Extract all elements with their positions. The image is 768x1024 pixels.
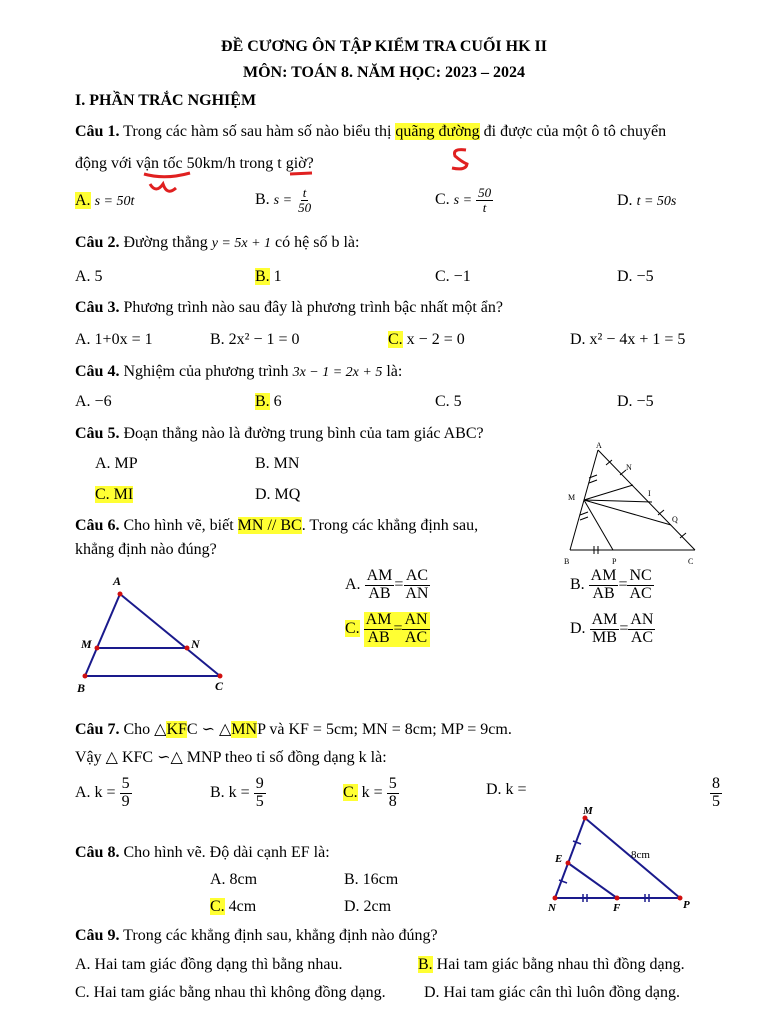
q7-line2: Vậy △ KFC ∽△ MNP theo tỉ số đồng dạng k là:: [75, 749, 387, 766]
q2-b-label: B.: [255, 268, 270, 285]
q6-d-den1: MB: [592, 628, 617, 646]
q5-option-c[interactable]: [95, 486, 133, 504]
q6-option-c[interactable]: C. $\frac{AM}{AB}$ = $\frac{AN}{AC}$: [345, 611, 428, 646]
q2-number: Câu 2.: [75, 234, 120, 251]
q1-b-num: t: [302, 185, 307, 200]
q1-a-label: A.: [75, 192, 91, 209]
fig6-label-n: N: [191, 637, 200, 651]
q3-c-value: x − 2 = 0: [402, 331, 465, 348]
q9-option-a[interactable]: A. Hai tam giác đồng dạng thì bằng nhau.: [75, 956, 343, 973]
fig6-label-c: C: [215, 679, 224, 693]
q9-option-d[interactable]: D. Hai tam giác cân thì luôn đồng dạng.: [424, 984, 680, 1001]
fig8-label-m: M: [583, 805, 593, 817]
q6-text-2: . Trong các khẳng định sau,: [301, 517, 479, 534]
q7-d-den: 5: [712, 792, 720, 810]
q4-option-d[interactable]: D. −5: [617, 393, 654, 410]
fig8-label-f: F: [613, 902, 621, 914]
section-heading: I. PHẦN TRẮC NGHIỆM: [75, 92, 257, 109]
q6-c-den2: AC: [404, 628, 428, 646]
q7-option-d[interactable]: D. k =: [486, 781, 527, 798]
v-annotation-icon: [150, 184, 176, 191]
q7-d-num: 8: [712, 775, 720, 792]
q7-c-label: C.: [343, 783, 358, 801]
fig6-label-m: M: [81, 637, 92, 651]
q1-annotations: [0, 0, 768, 260]
q6-c-label: C.: [345, 619, 360, 637]
q5-option-b[interactable]: B. MN: [255, 455, 300, 472]
q6-c-num1: AM: [365, 611, 392, 628]
q3-text: Phương trình nào sau đây là phương trình bậc nhất một ẩn?: [119, 299, 503, 316]
q5-figure: [560, 440, 710, 570]
q7-number: Câu 7.: [75, 721, 120, 738]
q5-option-d[interactable]: D. MQ: [255, 486, 301, 503]
s-annotation-icon: [452, 150, 467, 169]
q1-c-label: C.: [435, 190, 450, 208]
q8-c-label: C.: [210, 898, 225, 915]
q7-option-d-value: [710, 776, 722, 811]
q6-highlight: MN // BC: [237, 517, 302, 534]
q7-b-label: B. k =: [210, 783, 250, 801]
q6-c-num2: AN: [404, 611, 428, 628]
q6-d-label: D.: [570, 619, 586, 637]
fig6-label-b: B: [77, 681, 86, 695]
q1-time-var: t: [277, 155, 282, 172]
q6-a-num2: AC: [405, 567, 429, 584]
q9-text: Trong các khẳng định sau, khẳng định nào đúng?: [119, 927, 438, 944]
doc-title: ĐỀ CƯƠNG ÔN TẬP KIỂM TRA CUỐI HK II: [221, 38, 547, 55]
q3-option-c[interactable]: [388, 331, 465, 349]
q6-a-den1: AB: [368, 584, 391, 602]
q2-b-value: 1: [269, 268, 282, 285]
q7-highlight-1: KF: [166, 721, 187, 738]
q7-highlight-2: MN: [231, 721, 258, 738]
q4-b-label: B.: [255, 393, 270, 410]
q5-line: [75, 425, 484, 443]
q4-option-c[interactable]: C. 5: [435, 393, 462, 410]
fig6-label-a: A: [113, 574, 122, 588]
q4-text: Nghiệm của phương trình: [119, 363, 293, 380]
q6-option-a[interactable]: A. $\frac{AM}{AB}$ = $\frac{AC}{AN}$: [345, 567, 429, 602]
q4-line: [75, 363, 402, 381]
q7-c-num: 5: [388, 775, 397, 792]
q6-a-den2: AN: [405, 584, 429, 602]
q7-a-num: 5: [121, 775, 130, 792]
q6-a-num1: AM: [366, 567, 393, 584]
q4-expr: 3x − 1 = 2x + 5: [292, 365, 383, 380]
q8-figure: [545, 805, 705, 918]
q9-line: [75, 927, 438, 945]
q2-line: [75, 234, 359, 252]
fig5-label-m: M: [568, 493, 576, 502]
q8-c-value: 4cm: [224, 898, 257, 915]
q1-d-value: t = 50s: [636, 194, 677, 209]
q8-text: Cho hình vẽ. Độ dài cạnh EF là:: [119, 844, 330, 861]
q4-number: Câu 4.: [75, 363, 120, 380]
fig8-label-e: E: [555, 853, 563, 865]
q2-option-c[interactable]: C. −1: [435, 268, 471, 285]
q6-b-den1: AB: [592, 584, 615, 602]
q6-number: Câu 6.: [75, 517, 120, 534]
q7-b-num: 9: [255, 775, 264, 792]
q7-option-a[interactable]: [75, 776, 132, 811]
q6-figure: [75, 572, 235, 697]
q8-option-c[interactable]: [210, 898, 256, 916]
q1-option-a[interactable]: [75, 192, 134, 210]
q7-c-den: 8: [388, 792, 397, 810]
q5-text: Đoạn thẳng nào là đường trung bình của tam giác ABC?: [119, 425, 484, 442]
fig5-label-q: Q: [672, 515, 678, 524]
q1-text: Trong các hàm số sau hàm số nào biểu thị: [119, 123, 396, 140]
q7-text-2: C ∽ △: [186, 721, 232, 738]
q7-line1: [75, 719, 512, 739]
q1-highlight: quãng đường: [395, 123, 480, 140]
q3-c-label: C.: [388, 331, 403, 348]
q8-option-a[interactable]: A. 8cm: [210, 871, 258, 888]
q7-option-b[interactable]: [210, 776, 266, 811]
q3-option-d[interactable]: D. x² − 4x + 1 = 5: [570, 331, 686, 348]
q1-c-den: t: [482, 199, 487, 215]
q7-option-c[interactable]: [343, 776, 399, 811]
q4-text-2: là:: [382, 363, 403, 380]
q3-option-a[interactable]: A. 1+0x = 1: [75, 331, 153, 348]
q1-line2-c: 50km/h trong: [182, 155, 278, 172]
doc-subtitle: MÔN: TOÁN 8. NĂM HỌC: 2023 – 2024: [242, 64, 526, 81]
q9-b-label: B.: [418, 956, 433, 973]
q9-option-c[interactable]: C. Hai tam giác bằng nhau thì không đồng dạng.: [75, 984, 386, 1001]
q6-c-den1: AB: [367, 628, 390, 646]
fig5-label-i: I: [648, 489, 651, 498]
q1-velocity-word: vận tốc: [135, 155, 183, 172]
q7-text-1: Cho △: [119, 721, 167, 738]
q1-option-b[interactable]: [255, 186, 313, 214]
q1-text-2: đi được của một ô tô chuyển: [479, 123, 667, 140]
q2-option-d[interactable]: D. −5: [617, 268, 654, 285]
q7-text-3: P và KF = 5cm; MN = 8cm; MP = 9cm.: [257, 721, 512, 738]
q8-option-b[interactable]: B. 16cm: [344, 871, 399, 888]
q6-d-num2: AN: [630, 611, 654, 628]
q1-number: Câu 1.: [75, 123, 120, 140]
fig8-label-p: P: [683, 899, 690, 911]
fig5-label-c: C: [688, 557, 694, 566]
fig5-label-a: A: [596, 441, 602, 450]
fig8-length-label: 8cm: [631, 849, 650, 861]
q1-line2-e: giờ?: [281, 155, 314, 172]
q9-b-value: Hai tam giác bằng nhau thì đồng dạng.: [432, 956, 685, 973]
q6-option-b[interactable]: B. $\frac{AM}{AB}$ = $\frac{NC}{AC}$: [570, 567, 652, 602]
q6-a-label: A.: [345, 575, 361, 593]
q6-line2: khẳng định nào đúng?: [75, 541, 217, 558]
q8-option-d[interactable]: D. 2cm: [344, 898, 392, 915]
q8-number: Câu 8.: [75, 844, 120, 861]
q8-line: [75, 844, 330, 862]
fig5-label-b: B: [564, 557, 570, 566]
q1-c-pre: s =: [453, 192, 473, 208]
q6-d-num1: AM: [591, 611, 618, 628]
q3-number: Câu 3.: [75, 299, 120, 316]
fig5-label-n: N: [626, 463, 632, 472]
q1-a-value: s = 50t: [94, 194, 135, 209]
q6-b-label: B.: [570, 575, 585, 593]
q1-d-label: D.: [617, 192, 633, 209]
q1-option-d[interactable]: [617, 192, 676, 210]
q7-a-label: A. k =: [75, 783, 116, 801]
fig8-label-n: N: [548, 902, 556, 914]
q9-number: Câu 9.: [75, 927, 120, 944]
q6-b-num1: AM: [590, 567, 617, 584]
q6-line1: [75, 517, 478, 535]
fig5-label-p: P: [612, 557, 617, 566]
q6-option-d[interactable]: D. $\frac{AM}{MB}$ = $\frac{AN}{AC}$: [570, 611, 654, 646]
q1-b-pre: s =: [273, 192, 293, 208]
q7-b-den: 5: [255, 792, 264, 810]
q5-c-label: C. MI: [95, 486, 134, 503]
q5-option-a[interactable]: A. MP: [95, 455, 138, 472]
q4-b-value: 6: [269, 393, 282, 410]
q2-expr: y = 5x + 1: [211, 236, 272, 251]
q2-text-2: có hệ số b là:: [271, 234, 360, 251]
q2-option-b[interactable]: [255, 268, 282, 286]
q6-b-num2: NC: [629, 567, 652, 584]
q5-number: Câu 5.: [75, 425, 120, 442]
q2-option-a[interactable]: A. 5: [75, 268, 103, 285]
q1-line2-a: động với: [75, 155, 136, 172]
q7-c-k: k =: [357, 783, 383, 801]
q4-option-a[interactable]: A. −6: [75, 393, 112, 410]
q3-option-b[interactable]: B. 2x² − 1 = 0: [210, 331, 300, 348]
q9-option-b[interactable]: [418, 956, 685, 974]
q4-option-b[interactable]: [255, 393, 282, 411]
q3-line: [75, 299, 503, 317]
q1-b-den: 50: [298, 199, 312, 215]
q1-option-c[interactable]: [435, 186, 493, 214]
q1-c-num: 50: [478, 185, 492, 200]
q2-text: Đường thẳng: [119, 234, 212, 251]
q1-b-label: B.: [255, 190, 270, 208]
q6-text: Cho hình vẽ, biết: [119, 517, 238, 534]
q6-b-den2: AC: [629, 584, 652, 602]
q7-a-den: 9: [121, 792, 130, 810]
q6-d-den2: AC: [630, 628, 654, 646]
